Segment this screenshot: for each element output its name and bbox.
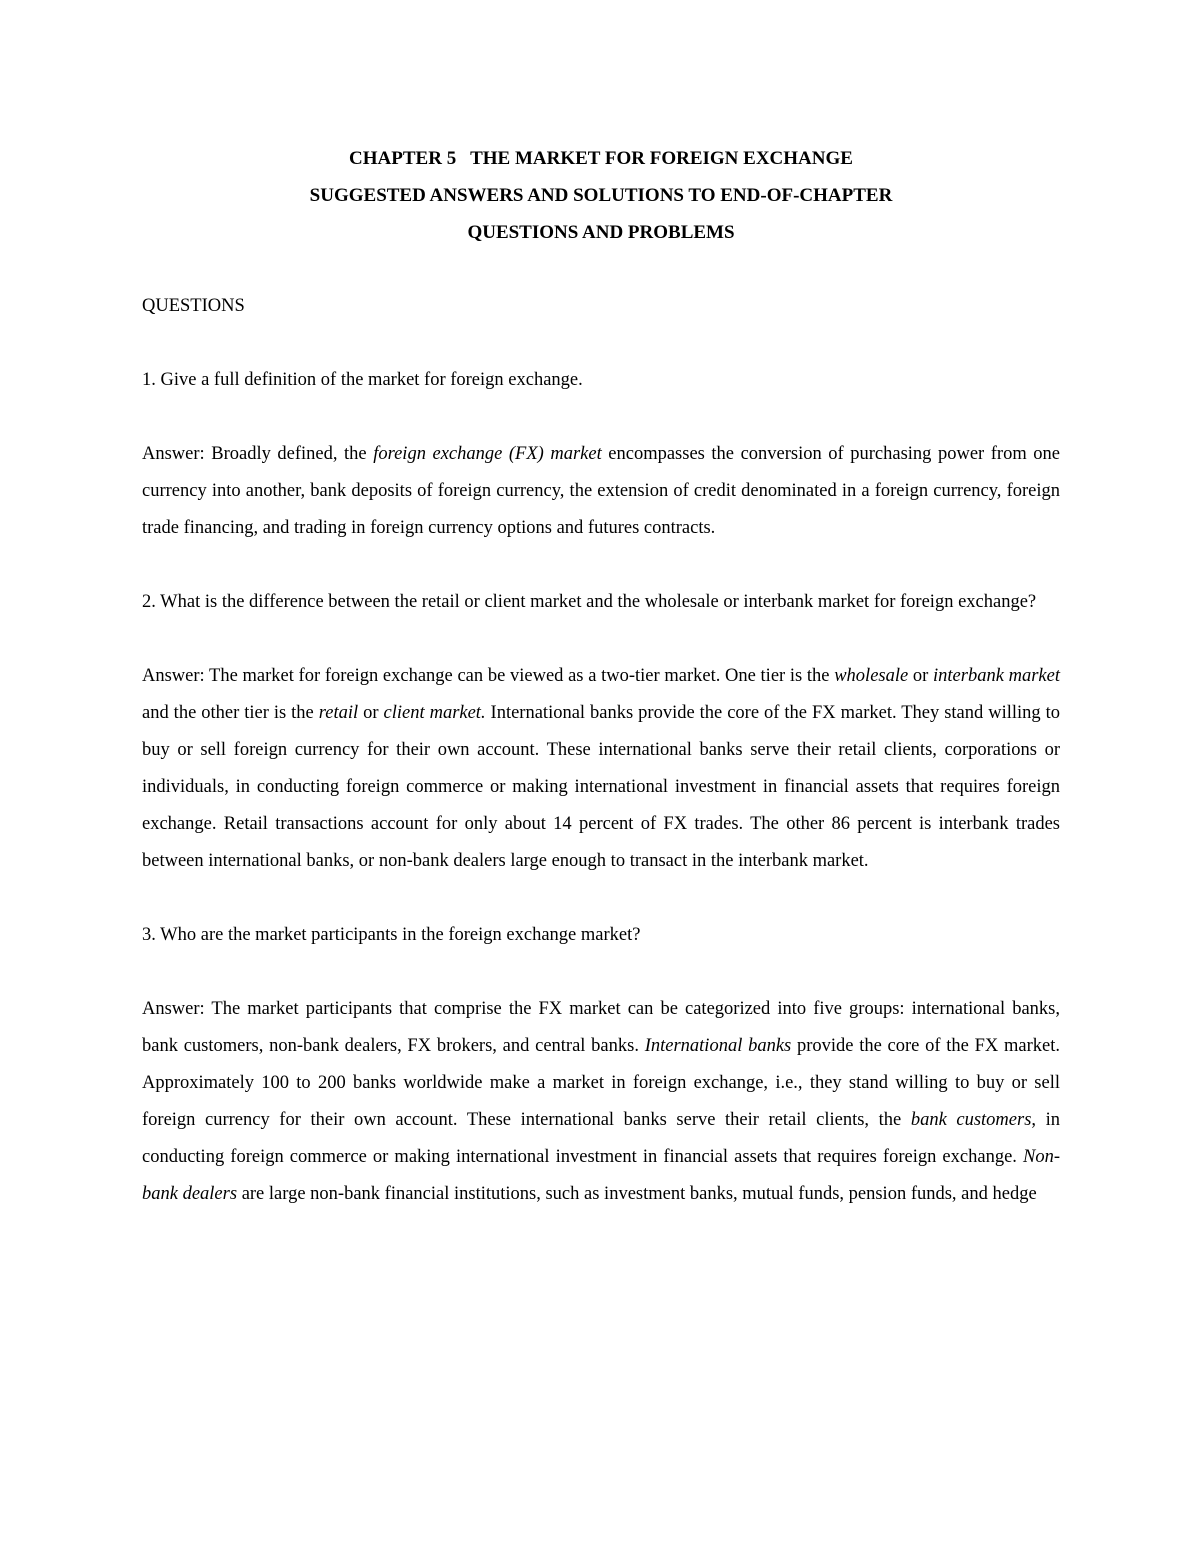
chapter-title-block: [142, 140, 1060, 251]
document-page: [142, 140, 1060, 1213]
answer-1: [142, 436, 1060, 547]
answer-1-label: Answer:: [142, 444, 205, 464]
answer-2: [142, 658, 1060, 880]
question-2-text: 2. What is the difference between the retail or client market and the wholesale or interbank market for foreign exchange?: [142, 592, 1037, 612]
question-2: [142, 584, 1060, 621]
chapter-title: CHAPTER 5 THE MARKET FOR FOREIGN EXCHANGE: [349, 148, 853, 169]
question-3-text: 3. Who are the market participants in the foreign exchange market?: [142, 925, 641, 945]
answer-2-text: or: [908, 666, 934, 686]
answer-2-label: Answer:: [142, 666, 205, 686]
answer-2-text: The market for foreign exchange can be viewed as a two-tier market. One tier is the: [204, 666, 835, 686]
answer-1-text: Broadly defined, the: [204, 444, 374, 464]
answer-2-text: and the other tier is the: [142, 703, 319, 723]
question-1: [142, 362, 1060, 399]
answer-3-text: , in conducting foreign commerce or making international investment in financial assets that requires foreign exchange.: [142, 1110, 1061, 1167]
answer-3: [142, 991, 1060, 1213]
answer-3-text: The market participants that comprise the FX market can be categorized into five groups: international banks, bank customers, non-bank dealers, FX brokers, and central banks.: [142, 999, 1060, 1056]
answer-2-term-interbank-market: interbank market: [933, 666, 1060, 686]
answer-1-term-fx-market: foreign exchange (FX) market: [373, 444, 602, 464]
chapter-subtitle-line-2: QUESTIONS AND PROBLEMS: [467, 222, 735, 243]
answer-3-term-bank-customers: bank customers: [910, 1110, 1032, 1130]
question-3: [142, 917, 1060, 954]
answer-2-term-retail: retail: [318, 703, 359, 723]
chapter-subtitle-line-1: SUGGESTED ANSWERS AND SOLUTIONS TO END-OF-CHAPTER: [309, 185, 893, 206]
answer-3-text: provide the core of the FX market. Approximately 100 to 200 banks worldwide make a market in foreign exchange, i.e., they stand willing to buy or sell foreign currency for their own account. These international banks serve their retail clients, the: [142, 1036, 1060, 1130]
answer-3-term-international-banks: International banks: [644, 1036, 792, 1056]
answer-3-text: are large non-bank financial institutions, such as investment banks, mutual funds, pension funds, and hedge: [237, 1184, 1037, 1204]
answer-2-term-client-market: client market.: [383, 703, 486, 723]
answer-2-term-wholesale: wholesale: [834, 666, 909, 686]
answer-2-text: International banks provide the core of the FX market. They stand willing to buy or sell foreign currency for their own account. These international banks serve their retail clients, corporations or individuals, in conducting foreign commerce or making international investment in financial assets that requires foreign exchange. Retail transactions account for only about 14 percent of FX trades. The other 86 percent is interbank trades between international banks, or non-bank dealers large enough to transact in the interbank market.: [142, 703, 1060, 871]
answer-2-text: or: [358, 703, 384, 723]
question-1-text: 1. Give a full definition of the market for foreign exchange.: [142, 370, 583, 390]
answer-3-term-non-bank-dealers: Non-bank dealers: [142, 1147, 1060, 1204]
answer-1-text: encompasses the conversion of purchasing power from one currency into another, bank deposits of foreign currency, the extension of credit denominated in a foreign currency, foreign trade financing, and trading in foreign currency options and futures contracts.: [142, 444, 1060, 538]
section-heading: QUESTIONS: [142, 296, 245, 316]
answer-3-label: Answer:: [142, 999, 205, 1019]
